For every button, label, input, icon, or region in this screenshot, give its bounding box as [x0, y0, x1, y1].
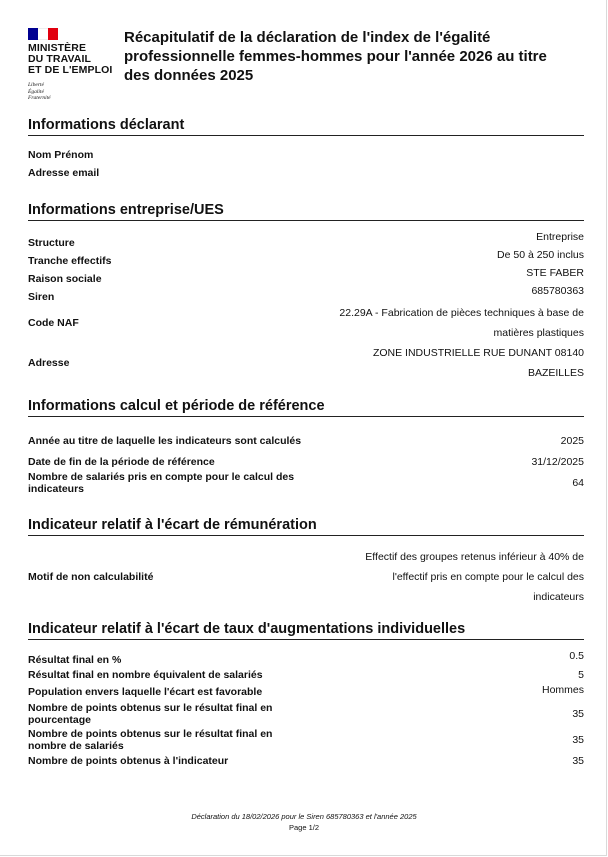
field-label: Structure	[28, 237, 75, 249]
ministry-name	[28, 43, 120, 76]
section-title: Indicateur relatif à l'écart de rémunération	[28, 517, 584, 536]
field-label: Siren	[28, 291, 55, 303]
row-population-favorable	[28, 684, 584, 700]
field-value	[303, 547, 584, 607]
motto-line: Fraternité	[28, 95, 51, 101]
section-title: Informations entreprise/UES	[28, 202, 584, 221]
field-label: Motif de non calculabilité	[28, 571, 154, 583]
row-resultat-pourcentage	[28, 650, 584, 666]
section-title: Informations calcul et période de référence	[28, 398, 584, 417]
row-siren	[28, 285, 584, 303]
ministry-line: ET DE L'EMPLOI	[28, 64, 113, 76]
field-value: 2025	[560, 435, 584, 447]
value-line: matières plastiques	[493, 327, 584, 339]
motto-line: Liberté	[28, 82, 44, 88]
field-label: Code NAF	[28, 317, 79, 329]
field-value: Hommes	[541, 684, 584, 696]
field-value: 35	[572, 755, 584, 767]
flag-red-stripe	[48, 28, 58, 40]
field-label: Résultat final en nombre équivalent de salariés	[28, 669, 263, 681]
row-resultat-nombre	[28, 666, 584, 684]
section-title: Informations déclarant	[28, 117, 584, 136]
field-value: 0.5	[569, 650, 584, 662]
flag-blue-stripe	[28, 28, 38, 40]
value-line: BAZEILLES	[527, 367, 584, 379]
field-value: 685780363	[531, 285, 584, 297]
field-label: Résultat final en %	[28, 654, 122, 666]
row-points-pourcentage	[28, 700, 584, 727]
field-value	[303, 343, 584, 383]
page-footer	[0, 811, 608, 833]
section-calcul	[28, 398, 584, 497]
ministry-line: MINISTÈRE	[28, 42, 87, 54]
row-adresse	[28, 343, 584, 383]
row-nombre-salaries	[28, 469, 584, 497]
field-label: Nom Prénom	[28, 149, 94, 161]
field-label: Nombre de salariés pris en compte pour le calcul des indicateurs	[28, 471, 295, 495]
field-label: Adresse	[28, 357, 70, 369]
field-value: Entreprise	[536, 231, 584, 243]
field-value: STE FABER	[526, 267, 584, 279]
field-label: Tranche effectifs	[28, 255, 112, 267]
field-label: Adresse email	[28, 167, 100, 179]
row-date-fin	[28, 455, 584, 469]
value-line: ZONE INDUSTRIELLE RUE DUNANT 08140	[372, 347, 584, 359]
field-value: 64	[572, 477, 584, 489]
value-line: Effectif des groupes retenus inférieur à 40% de	[365, 551, 584, 563]
row-points-nombre	[28, 727, 584, 753]
row-motif-non-calculabilite	[28, 546, 584, 608]
section-title: Indicateur relatif à l'écart de taux d'augmentations individuelles	[28, 621, 584, 640]
field-label: Nombre de points obtenus sur le résultat final en nombre de salariés	[28, 728, 273, 752]
row-structure	[28, 231, 584, 249]
row-annee-calcul	[28, 427, 584, 455]
footer-declaration: Déclaration du 18/02/2026 pour le Siren 685780363 et l'année 2025	[191, 812, 417, 821]
republic-motto	[28, 82, 51, 102]
field-label: Année au titre de laquelle les indicateurs sont calculés	[28, 435, 302, 447]
row-adresse-email	[28, 164, 584, 182]
section-remuneration	[28, 517, 584, 608]
field-value: 5	[578, 669, 584, 681]
field-value	[303, 303, 584, 343]
field-value: 31/12/2025	[531, 456, 584, 468]
row-points-indicateur	[28, 753, 584, 769]
value-line: indicateurs	[533, 591, 584, 603]
section-entreprise	[28, 202, 584, 383]
flag-white-stripe	[38, 28, 48, 40]
ministry-line: DU TRAVAIL	[28, 53, 92, 65]
field-label: Nombre de points obtenus à l'indicateur	[28, 755, 229, 767]
french-flag-icon	[28, 28, 58, 40]
row-tranche-effectifs	[28, 249, 584, 267]
value-line: 22.29A - Fabrication de pièces techniques à base de	[339, 307, 584, 319]
row-code-naf	[28, 303, 584, 343]
value-line: l'effectif pris en compte pour le calcul des	[392, 571, 584, 583]
motto-line: Égalité	[28, 88, 44, 95]
section-declarant	[28, 117, 584, 182]
row-raison-sociale	[28, 267, 584, 285]
field-value: 35	[572, 707, 584, 720]
field-label: Date de fin de la période de référence	[28, 456, 215, 468]
ministry-logo	[28, 28, 118, 108]
field-value: 35	[572, 734, 584, 746]
section-augmentations	[28, 621, 584, 769]
field-label: Raison sociale	[28, 273, 102, 285]
page-number: Page 1/2	[288, 823, 320, 832]
field-label: Population envers laquelle l'écart est favorable	[28, 686, 263, 698]
document-title: Récapitulatif de la déclaration de l'index de l'égalité professionnelle femmes-hommes pour l'année 2026 au titre des données 2025	[124, 29, 547, 84]
field-label: Nombre de points obtenus sur le résultat final en pourcentage	[28, 701, 273, 726]
row-nom-prenom	[28, 146, 584, 164]
field-value: De 50 à 250 inclus	[497, 249, 584, 261]
document-header	[28, 28, 588, 108]
